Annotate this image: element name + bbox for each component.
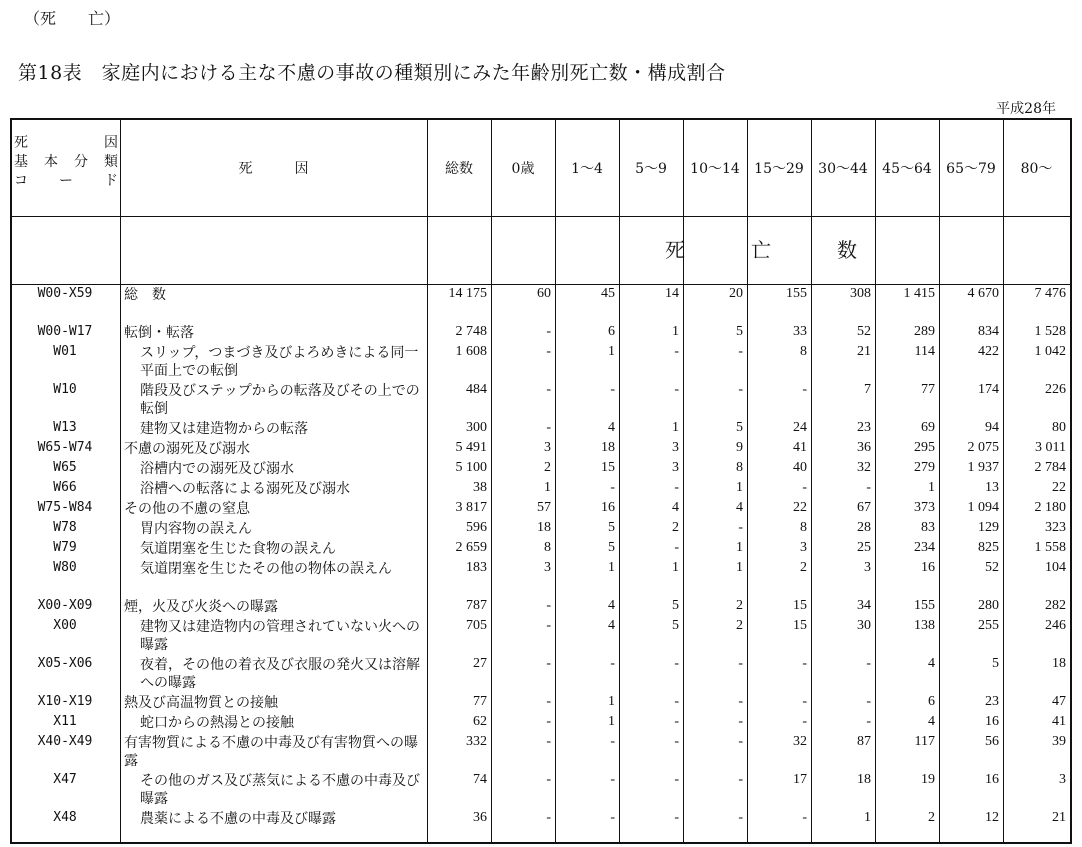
- death-count-cell: 15: [793, 598, 807, 613]
- death-count-cell: 18: [537, 520, 551, 535]
- death-count-cell: 20: [729, 286, 743, 301]
- death-count-cell: 825: [978, 540, 999, 555]
- cause-name: 浴槽内での溺死及び溺水: [140, 461, 294, 477]
- death-count-cell: 2: [672, 520, 679, 535]
- code-header-char: 本: [44, 154, 58, 170]
- age-column-header: 65～79: [946, 161, 996, 177]
- cause-code: X11: [53, 714, 77, 729]
- code-header-char: 因: [104, 135, 118, 151]
- death-count-cell: 4: [928, 656, 935, 671]
- death-count-cell: 47: [1052, 694, 1066, 709]
- death-count-cell: 15: [601, 460, 615, 475]
- death-count-cell: 373: [914, 500, 935, 515]
- death-count-cell: -: [802, 810, 807, 825]
- death-count-cell: 104: [1045, 560, 1066, 575]
- section-label: （死 亡）: [24, 9, 121, 28]
- death-count-cell: 4: [608, 598, 615, 613]
- death-count-cell: -: [546, 714, 551, 729]
- death-count-cell: 5: [736, 420, 743, 435]
- death-count-cell: 289: [914, 324, 935, 339]
- death-count-cell: 1 042: [1034, 344, 1066, 359]
- death-count-cell: 2: [736, 598, 743, 613]
- cause-name: 熱及び高温物質との接触: [124, 695, 278, 711]
- cause-name: 蛇口からの熱湯との接触: [140, 715, 294, 731]
- death-count-cell: 3: [672, 440, 679, 455]
- death-count-cell: 183: [466, 560, 487, 575]
- death-count-cell: 23: [857, 420, 871, 435]
- death-count-cell: 1: [672, 324, 679, 339]
- death-count-cell: -: [802, 656, 807, 671]
- death-count-cell: 1: [544, 480, 551, 495]
- death-count-cell: 8: [800, 520, 807, 535]
- cause-code: W01: [53, 344, 77, 359]
- death-count-cell: -: [546, 810, 551, 825]
- cause-code: W65: [53, 460, 77, 475]
- death-count-cell: 32: [857, 460, 871, 475]
- death-count-cell: 3: [800, 540, 807, 555]
- death-count-cell: -: [738, 694, 743, 709]
- death-count-cell: 24: [793, 420, 807, 435]
- death-count-cell: 5: [672, 598, 679, 613]
- death-count-cell: -: [610, 810, 615, 825]
- death-count-cell: 787: [466, 598, 487, 613]
- death-count-cell: 16: [601, 500, 615, 515]
- death-count-cell: 4: [672, 500, 679, 515]
- death-count-cell: -: [610, 656, 615, 671]
- death-count-cell: 1 094: [967, 500, 999, 515]
- death-count-cell: 174: [978, 382, 999, 397]
- unit-label-char: 亡: [751, 238, 771, 262]
- death-count-cell: 25: [857, 540, 871, 555]
- death-count-cell: 8: [544, 540, 551, 555]
- death-count-cell: 1: [608, 714, 615, 729]
- cause-code: X00: [53, 618, 77, 633]
- cause-code: X00-X09: [37, 598, 93, 613]
- death-count-cell: 14: [665, 286, 679, 301]
- unit-label-char: 死: [665, 238, 685, 262]
- death-count-cell: 4: [608, 618, 615, 633]
- death-count-cell: -: [738, 344, 743, 359]
- death-count-cell: -: [802, 714, 807, 729]
- age-column-header: 1～4: [571, 161, 603, 177]
- code-header-char: ー: [59, 173, 73, 189]
- death-count-cell: 6: [608, 324, 615, 339]
- death-count-cell: 308: [850, 286, 871, 301]
- death-count-cell: 27: [473, 656, 487, 671]
- death-count-cell: 94: [985, 420, 999, 435]
- death-count-cell: 52: [857, 324, 871, 339]
- death-count-cell: -: [610, 382, 615, 397]
- death-count-cell: 6: [928, 694, 935, 709]
- death-count-cell: 3: [544, 560, 551, 575]
- cause-code: W00-X59: [37, 286, 93, 301]
- column-divider: [120, 120, 121, 842]
- death-count-cell: 41: [793, 440, 807, 455]
- death-count-cell: 1: [736, 540, 743, 555]
- death-count-cell: -: [674, 714, 679, 729]
- cause-name: その他のガス及び蒸気による不慮の中毒及び曝露: [140, 773, 420, 807]
- death-count-cell: -: [610, 772, 615, 787]
- death-count-cell: 36: [857, 440, 871, 455]
- death-count-cell: 57: [537, 500, 551, 515]
- cause-column-header: 死 因: [238, 161, 309, 177]
- death-count-cell: 30: [857, 618, 871, 633]
- death-count-cell: 705: [466, 618, 487, 633]
- death-count-cell: -: [738, 810, 743, 825]
- death-count-cell: 1: [608, 560, 615, 575]
- code-header-char: ド: [104, 173, 118, 189]
- death-count-cell: -: [802, 480, 807, 495]
- death-count-cell: 3 817: [455, 500, 487, 515]
- death-count-cell: 45: [601, 286, 615, 301]
- death-count-cell: 117: [914, 734, 935, 749]
- code-column-header: [14, 134, 118, 191]
- death-count-cell: 138: [914, 618, 935, 633]
- cause-code: W80: [53, 560, 77, 575]
- death-count-cell: 16: [921, 560, 935, 575]
- death-count-cell: 16: [985, 714, 999, 729]
- death-count-cell: 255: [978, 618, 999, 633]
- death-count-cell: 2 784: [1034, 460, 1066, 475]
- death-count-cell: -: [610, 480, 615, 495]
- death-count-cell: 33: [793, 324, 807, 339]
- death-count-cell: 22: [1052, 480, 1066, 495]
- death-count-cell: -: [866, 480, 871, 495]
- death-count-cell: 38: [473, 480, 487, 495]
- death-count-cell: 40: [793, 460, 807, 475]
- death-count-cell: -: [866, 656, 871, 671]
- death-count-cell: -: [546, 734, 551, 749]
- death-count-cell: 18: [601, 440, 615, 455]
- death-count-cell: 1: [736, 480, 743, 495]
- death-count-cell: 21: [857, 344, 871, 359]
- death-count-cell: 7: [864, 382, 871, 397]
- death-count-cell: 56: [985, 734, 999, 749]
- table-title: 第18表 家庭内における主な不慮の事故の種類別にみた年齢別死亡数・構成割合: [18, 62, 726, 84]
- age-column-header: 15～29: [754, 161, 804, 177]
- death-count-cell: 87: [857, 734, 871, 749]
- death-count-cell: 1: [672, 420, 679, 435]
- death-count-cell: 332: [466, 734, 487, 749]
- death-count-cell: 19: [921, 772, 935, 787]
- death-count-cell: -: [674, 540, 679, 555]
- death-count-cell: -: [546, 382, 551, 397]
- death-count-cell: 39: [1052, 734, 1066, 749]
- header-divider: [12, 216, 1070, 217]
- death-count-cell: -: [738, 382, 743, 397]
- death-count-cell: 155: [786, 286, 807, 301]
- death-count-cell: 3: [544, 440, 551, 455]
- death-count-cell: 484: [466, 382, 487, 397]
- death-count-cell: 129: [978, 520, 999, 535]
- death-count-cell: 5: [608, 520, 615, 535]
- death-count-cell: 1 415: [903, 286, 935, 301]
- death-count-cell: 23: [985, 694, 999, 709]
- cause-name: 浴槽への転落による溺死及び溺水: [140, 481, 350, 497]
- death-count-cell: 1: [672, 560, 679, 575]
- death-count-cell: 1: [608, 344, 615, 359]
- death-count-cell: 83: [921, 520, 935, 535]
- age-column-header: 80～: [1020, 161, 1053, 177]
- death-count-cell: -: [546, 694, 551, 709]
- statistics-table: [10, 118, 1072, 844]
- death-count-cell: 32: [793, 734, 807, 749]
- death-count-cell: 4: [928, 714, 935, 729]
- age-column-header: 45～64: [882, 161, 932, 177]
- cause-name: 有害物質による不慮の中毒及び有害物質への曝露: [124, 735, 418, 769]
- cause-name: 気道閉塞を生じた食物の誤えん: [140, 541, 336, 557]
- death-count-cell: 422: [978, 344, 999, 359]
- cause-name: スリップ，つまづき及びよろめきによる同一平面上での転倒: [140, 345, 419, 379]
- cause-code: W10: [53, 382, 77, 397]
- age-column-header: 0歳: [511, 161, 535, 177]
- unit-label-char: 数: [837, 238, 857, 262]
- death-count-cell: -: [610, 734, 615, 749]
- death-count-cell: -: [738, 656, 743, 671]
- death-count-cell: 15: [793, 618, 807, 633]
- death-count-cell: -: [738, 734, 743, 749]
- cause-code: W66: [53, 480, 77, 495]
- cause-code: X05-X06: [37, 656, 93, 671]
- death-count-cell: 1 558: [1034, 540, 1066, 555]
- death-count-cell: -: [674, 694, 679, 709]
- death-count-cell: -: [546, 656, 551, 671]
- cause-name: 煙，火及び火炎への曝露: [124, 599, 278, 615]
- death-count-cell: 14 175: [448, 286, 487, 301]
- death-count-cell: 4: [608, 420, 615, 435]
- code-header-char: 死: [14, 135, 28, 151]
- age-column-header: 10～14: [690, 161, 740, 177]
- cause-code: X47: [53, 772, 77, 787]
- death-count-cell: -: [802, 382, 807, 397]
- code-header-char: 基: [14, 154, 28, 170]
- code-header-char: 類: [104, 154, 118, 170]
- death-count-cell: -: [802, 694, 807, 709]
- death-count-cell: 323: [1045, 520, 1066, 535]
- death-count-cell: 77: [921, 382, 935, 397]
- death-count-cell: -: [674, 734, 679, 749]
- death-count-cell: 22: [793, 500, 807, 515]
- death-count-cell: -: [738, 772, 743, 787]
- death-count-cell: -: [546, 420, 551, 435]
- death-count-cell: 234: [914, 540, 935, 555]
- death-count-cell: 60: [537, 286, 551, 301]
- death-count-cell: 5: [608, 540, 615, 555]
- death-count-cell: 1: [608, 694, 615, 709]
- age-column-header: 30～44: [818, 161, 868, 177]
- cause-code: W13: [53, 420, 77, 435]
- death-count-cell: 80: [1052, 420, 1066, 435]
- death-count-cell: 67: [857, 500, 871, 515]
- death-count-cell: -: [546, 598, 551, 613]
- unit-label: [652, 234, 870, 263]
- age-column-header: 総数: [445, 161, 473, 177]
- year-label: 平成28年: [996, 101, 1056, 117]
- death-count-cell: 69: [921, 420, 935, 435]
- cause-name: 総 数: [124, 287, 166, 303]
- death-count-cell: 1 937: [967, 460, 999, 475]
- death-count-cell: 282: [1045, 598, 1066, 613]
- death-count-cell: 41: [1052, 714, 1066, 729]
- death-count-cell: -: [546, 324, 551, 339]
- death-count-cell: 246: [1045, 618, 1066, 633]
- death-count-cell: 2 180: [1034, 500, 1066, 515]
- cause-name: 階段及びステップからの転落及びその上での転倒: [140, 383, 420, 417]
- death-count-cell: 155: [914, 598, 935, 613]
- code-header-char: 分: [74, 154, 88, 170]
- death-count-cell: 5: [992, 656, 999, 671]
- cause-name: 夜着，その他の着衣及び衣服の発火又は溶解への曝露: [140, 657, 420, 691]
- death-count-cell: -: [674, 480, 679, 495]
- death-count-cell: 226: [1045, 382, 1066, 397]
- death-count-cell: 114: [914, 344, 935, 359]
- death-count-cell: 5: [736, 324, 743, 339]
- death-count-cell: 5 100: [455, 460, 487, 475]
- death-count-cell: 52: [985, 560, 999, 575]
- death-count-cell: 8: [800, 344, 807, 359]
- cause-name: 胃内容物の誤えん: [140, 521, 252, 537]
- death-count-cell: 34: [857, 598, 871, 613]
- death-count-cell: 279: [914, 460, 935, 475]
- death-count-cell: 5 491: [455, 440, 487, 455]
- death-count-cell: 9: [736, 440, 743, 455]
- cause-code: W75-W84: [37, 500, 93, 515]
- death-count-cell: 16: [985, 772, 999, 787]
- cause-code: X10-X19: [37, 694, 93, 709]
- cause-code: X48: [53, 810, 77, 825]
- death-count-cell: 74: [473, 772, 487, 787]
- death-count-cell: 596: [466, 520, 487, 535]
- death-count-cell: -: [674, 344, 679, 359]
- death-count-cell: 2: [544, 460, 551, 475]
- death-count-cell: 280: [978, 598, 999, 613]
- death-count-cell: -: [674, 656, 679, 671]
- death-count-cell: 1: [928, 480, 935, 495]
- death-count-cell: 36: [473, 810, 487, 825]
- cause-name: その他の不慮の窒息: [124, 501, 250, 517]
- death-count-cell: 4 670: [967, 286, 999, 301]
- death-count-cell: 3 011: [1035, 440, 1066, 455]
- header-divider: [12, 284, 1070, 285]
- death-count-cell: 5: [672, 618, 679, 633]
- death-count-cell: 28: [857, 520, 871, 535]
- cause-code: X40-X49: [37, 734, 93, 749]
- cause-name: 建物又は建造物内の管理されていない火への曝露: [140, 619, 420, 653]
- death-count-cell: 7 476: [1034, 286, 1066, 301]
- death-count-cell: 18: [1052, 656, 1066, 671]
- age-column-header: 5～9: [635, 161, 667, 177]
- death-count-cell: 834: [978, 324, 999, 339]
- cause-code: W00-W17: [37, 324, 93, 339]
- death-count-cell: 295: [914, 440, 935, 455]
- death-count-cell: 2 659: [455, 540, 487, 555]
- death-count-cell: 18: [857, 772, 871, 787]
- death-count-cell: 1: [736, 560, 743, 575]
- death-count-cell: 12: [985, 810, 999, 825]
- cause-code: W65-W74: [37, 440, 93, 455]
- death-count-cell: 1 528: [1034, 324, 1066, 339]
- death-count-cell: 4: [736, 500, 743, 515]
- death-count-cell: 300: [466, 420, 487, 435]
- death-count-cell: 1 608: [455, 344, 487, 359]
- death-count-cell: -: [674, 810, 679, 825]
- death-count-cell: 2: [800, 560, 807, 575]
- death-count-cell: -: [546, 618, 551, 633]
- death-count-cell: 2: [928, 810, 935, 825]
- cause-code: W78: [53, 520, 77, 535]
- death-count-cell: 2 075: [967, 440, 999, 455]
- death-count-cell: 62: [473, 714, 487, 729]
- death-count-cell: 13: [985, 480, 999, 495]
- cause-name: 転倒・転落: [124, 325, 194, 341]
- cause-name: 不慮の溺死及び溺水: [124, 441, 250, 457]
- death-count-cell: -: [674, 772, 679, 787]
- code-header-char: コ: [14, 173, 28, 189]
- death-count-cell: 1: [864, 810, 871, 825]
- death-count-cell: -: [674, 382, 679, 397]
- death-count-cell: 2: [736, 618, 743, 633]
- cause-code: W79: [53, 540, 77, 555]
- death-count-cell: 17: [793, 772, 807, 787]
- death-count-cell: -: [866, 714, 871, 729]
- cause-name: 農薬による不慮の中毒及び曝露: [140, 811, 336, 827]
- death-count-cell: -: [738, 714, 743, 729]
- cause-name: 建物又は建造物からの転落: [140, 421, 308, 437]
- death-count-cell: 8: [736, 460, 743, 475]
- cause-name: 気道閉塞を生じたその他の物体の誤えん: [140, 561, 392, 577]
- death-count-cell: -: [546, 772, 551, 787]
- death-count-cell: 3: [1059, 772, 1066, 787]
- death-count-cell: 3: [672, 460, 679, 475]
- death-count-cell: 3: [864, 560, 871, 575]
- death-count-cell: -: [866, 694, 871, 709]
- death-count-cell: -: [738, 520, 743, 535]
- death-count-cell: 77: [473, 694, 487, 709]
- death-count-cell: 21: [1052, 810, 1066, 825]
- death-count-cell: 2 748: [455, 324, 487, 339]
- death-count-cell: -: [546, 344, 551, 359]
